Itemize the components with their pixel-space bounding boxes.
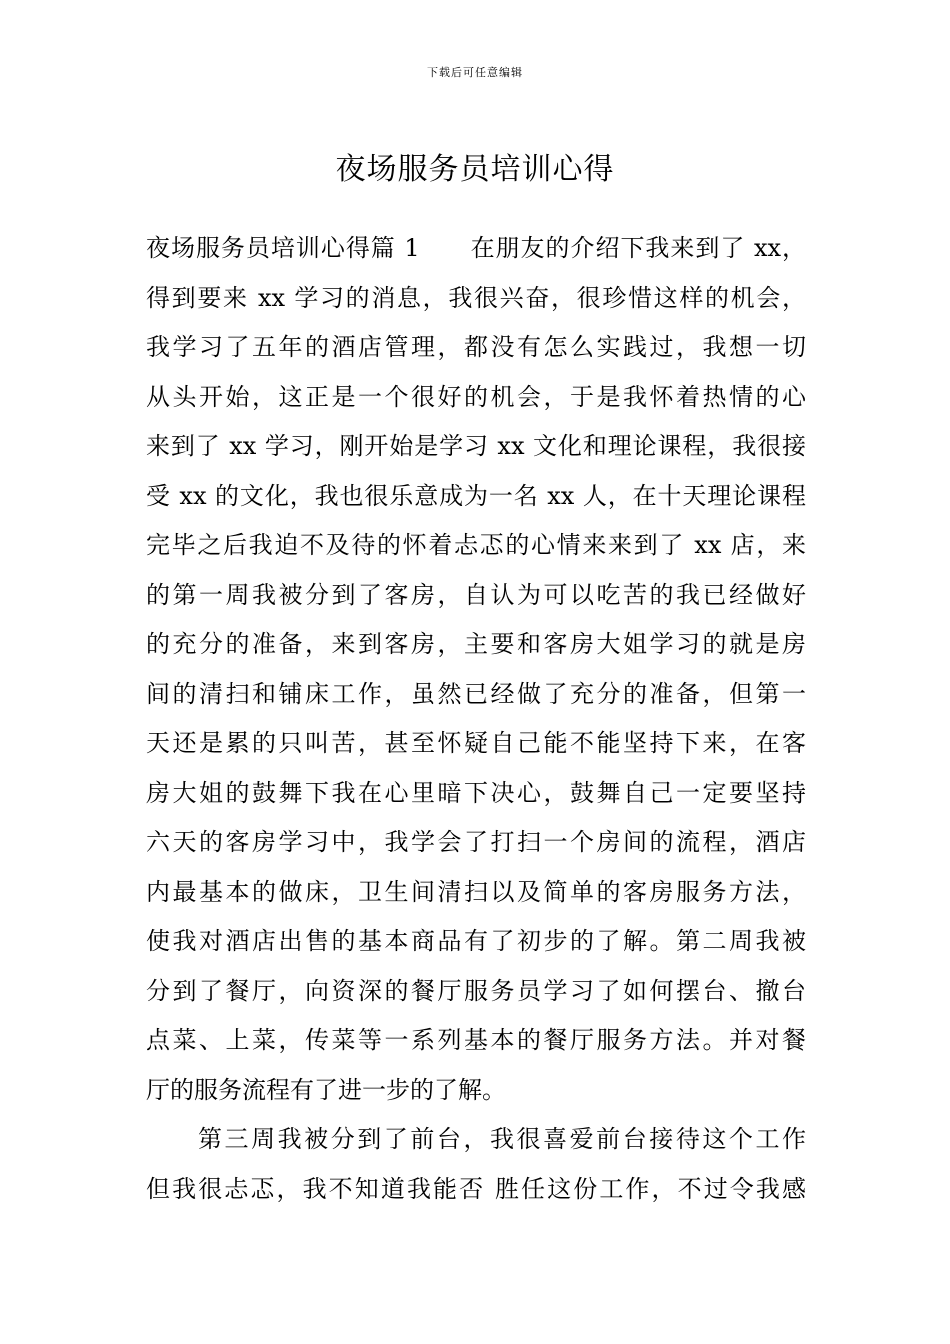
- text-line: 间的清扫和铺床工作，虽然已经做了充分的准备，但第一: [146, 679, 806, 708]
- text-line: 的充分的准备，来到客房，主要和客房大姐学习的就是房: [146, 630, 806, 658]
- text-line: 来到了 xx 学习，刚开始是学习 xx 文化和理论课程，我很接: [146, 432, 806, 460]
- text-line: 我学习了五年的酒店管理，都没有怎么实践过，我想一切: [146, 333, 806, 361]
- text-line: 天还是累的只叫苦，甚至怀疑自己能不能坚持下来，在客: [146, 729, 806, 757]
- header-note: 下载后可任意编辑: [427, 66, 523, 79]
- text-line: 厅的服务流程有了进一步的了解。: [146, 1075, 506, 1104]
- text-line: 六天的客房学习中，我学会了打扫一个房间的流程，酒店: [146, 828, 806, 856]
- text-line: 第三周我被分到了前台，我很喜爱前台接待这个工作: [198, 1125, 806, 1153]
- text-line: 完毕之后我迫不及待的怀着忐忑的心情来来到了 xx 店，来: [146, 531, 806, 559]
- paragraph-2: [146, 1115, 806, 1214]
- text-line: 使我对酒店出售的基本商品有了初步的了解。第二周我被: [146, 927, 806, 955]
- document-title: 夜场服务员培训心得: [335, 152, 615, 188]
- text-line: 内最基本的做床，卫生间清扫以及简单的客房服务方法，: [146, 877, 806, 906]
- text-line: 的第一周我被分到了客房，自认为可以吃苦的我已经做好: [146, 580, 806, 609]
- text-line: 夜场服务员培训心得篇 1 在朋友的介绍下我来到了 xx，: [146, 234, 806, 262]
- text-line: 点菜、上菜，传菜等一系列基本的餐厅服务方法。并对餐: [146, 1026, 806, 1054]
- text-line: 得到要来 xx 学习的消息，我很兴奋，很珍惜这样的机会，: [146, 283, 806, 312]
- paragraph-1: [146, 224, 806, 1115]
- document-body: [146, 224, 806, 1214]
- text-line: 分到了餐厅，向资深的餐厅服务员学习了如何摆台、撤台: [146, 976, 806, 1005]
- text-line: 从头开始，这正是一个很好的机会，于是我怀着热情的心: [146, 382, 806, 411]
- text-line: 但我很忐忑，我不知道我能否 胜任这份工作，不过令我感: [146, 1174, 806, 1203]
- text-line: 受 xx 的文化，我也很乐意成为一名 xx 人，在十天理论课程: [146, 481, 806, 510]
- text-line: 房大姐的鼓舞下我在心里暗下决心，鼓舞自己一定要坚持: [146, 778, 806, 807]
